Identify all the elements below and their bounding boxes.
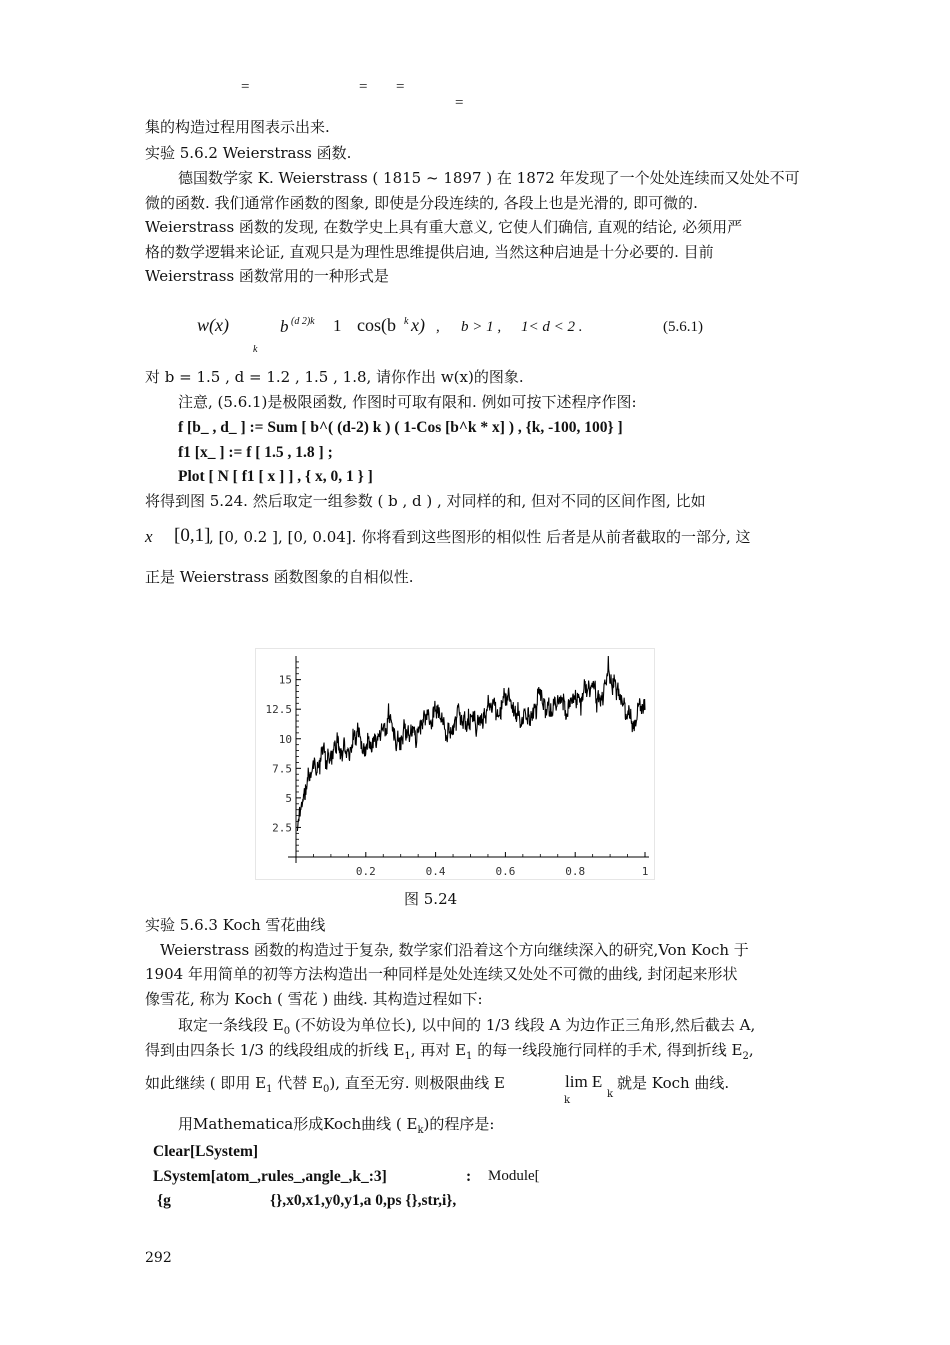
paragraph-line: 微的函数. 我们通常作函数的图象, 即使是分段连续的, 各段上也是光滑的, 即可微的. xyxy=(145,194,698,212)
formula-sum-index: k xyxy=(253,344,258,355)
y-tick-label: 5 xyxy=(285,791,292,805)
paragraph-line: 注意, (5.6.1)是极限函数, 作图时可取有限和. 例如可按下述程序作图: xyxy=(178,393,637,411)
x-tick-label: 0.6 xyxy=(495,865,516,878)
code-line: {},x0,x1,y0,y1,a 0,ps {},str,i}, xyxy=(270,1192,457,1209)
y-tick-label: 7.5 xyxy=(272,762,292,776)
x-tick-label: 0.8 xyxy=(565,865,586,878)
section-title-koch: 实验 5.6.3 Koch 雪花曲线 xyxy=(145,916,326,934)
code-line-module: Module[ xyxy=(488,1168,540,1184)
formula-condition-b: b > 1 , xyxy=(461,319,502,335)
formula-condition-d: 1< d < 2 . xyxy=(521,319,583,335)
paragraph-line: 将得到图 5.24. 然后取定一组参数 ( b , d ) , 对同样的和, 但对不同的区间作图, 比如 xyxy=(145,492,706,510)
paragraph-line: 1904 年用简单的初等方法构造出一种同样是处处连续又处处不可微的曲线, 封闭起来形状 xyxy=(145,965,738,983)
paragraph-line: 正是 Weierstrass 函数图象的自相似性. xyxy=(145,568,414,586)
x-tick-label: 0.2 xyxy=(355,865,376,878)
code-line: {g xyxy=(157,1192,171,1209)
code-line: LSystem[atom_,rules_,angle_,k_:3] xyxy=(153,1168,387,1185)
y-tick-label: 2.5 xyxy=(272,821,292,835)
paragraph-line: 就是 Koch 曲线. xyxy=(617,1074,730,1092)
paragraph-line: , [0, 0.2 ], [0, 0.04]. 你将看到这些图形的相似性 后者是从前者截取的一部分, 这 xyxy=(209,528,751,546)
paragraph-line: 德国数学家 K. Weierstrass ( 1815 ~ 1897 ) 在 1872 年发现了一个处处连续而又处处不可 xyxy=(178,169,800,187)
paragraph-line: 像雪花, 称为 Koch ( 雪花 ) 曲线. 其构造过程如下: xyxy=(145,990,483,1008)
paragraph-line: 格的数学逻辑来论证, 直观只是为理性思维提供启迪, 当然这种启迪是十分必要的. 目前 xyxy=(145,243,714,261)
interval-x: x xyxy=(145,527,153,546)
header-equals-3: = xyxy=(396,79,405,95)
figure-caption: 图 5.24 xyxy=(404,890,458,908)
limit-expression: lim E xyxy=(565,1072,603,1091)
formula-w: w(x) xyxy=(197,315,229,335)
formula-exponent: (d 2)k xyxy=(291,316,315,327)
formula-comma: , xyxy=(436,319,440,335)
paragraph-line: 得到由四条长 1/3 的线段组成的折线 $E_1$, 再对 $E_1$ 的每一线段施行同样的手术, 得到折线 $E_2$, xyxy=(145,1041,754,1062)
y-tick-label: 15 xyxy=(278,673,292,687)
paragraph-line: 对 b = 1.5 , d = 1.2 , 1.5 , 1.8, 请你作出 w(x)的图象. xyxy=(145,368,524,386)
code-line: f [b_ , d_ ] := Sum [ b^( (d-2) k ) ( 1-Cos [b^k * x] ) , {k, -100, 100} ] xyxy=(178,419,623,436)
formula-k-sup: k xyxy=(404,316,409,327)
limit-k: k xyxy=(564,1095,571,1106)
header-equals-1: = xyxy=(241,79,250,95)
x-tick-label: 1 xyxy=(641,865,649,878)
paragraph-line: 如此继续 ( 即用 $E_1$ 代替 $E_0$), 直至无穷. 则极限曲线 E xyxy=(145,1074,506,1095)
section-title-weierstrass: 实验 5.6.2 Weierstrass 函数. xyxy=(145,144,352,162)
paragraph-line: 取定一条线段 $E_0$ (不妨设为单位长), 以中间的 1/3 线段 A 为边作正三角形,然后截去 A, xyxy=(178,1016,756,1037)
code-line: f1 [x_ ] := f [ 1.5 , 1.8 ] ; xyxy=(178,444,333,461)
paragraph-line: Weierstrass 函数的构造过于复杂, 数学家们沿着这个方向继续深入的研究,Von Koch 于 xyxy=(160,941,749,959)
interval-main: [0,1] xyxy=(174,525,211,546)
text-line: 集的构造过程用图表示出来. xyxy=(145,118,330,136)
page-number: 292 xyxy=(145,1250,172,1266)
formula-number: (5.6.1) xyxy=(663,319,703,335)
y-tick-label: 12.5 xyxy=(265,703,292,717)
paragraph-line: Weierstrass 函数的发现, 在数学史上具有重大意义, 它使人们确信, 直观的结论, 必须用严 xyxy=(145,218,743,236)
formula-cos: cos(b xyxy=(357,315,396,335)
formula-one: 1 xyxy=(333,316,342,335)
y-tick-label: 10 xyxy=(278,732,292,746)
header-equals-4: = xyxy=(455,95,464,111)
code-line: Clear[LSystem] xyxy=(153,1143,259,1160)
x-tick-label: 0.4 xyxy=(425,865,446,878)
limit-sub-k: k xyxy=(607,1089,614,1100)
formula-b: b xyxy=(280,317,289,336)
formula-x: x) xyxy=(411,315,425,335)
code-line-colon: : xyxy=(466,1168,472,1185)
paragraph-line: Weierstrass 函数常用的一种形式是 xyxy=(145,267,389,285)
header-equals-2: = xyxy=(359,79,368,95)
code-line: Plot [ N [ f1 [ x ] ] , { x, 0, 1 } ] xyxy=(178,468,373,485)
paragraph-line: 用Mathematica形成Koch曲线 ( $E_k$)的程序是: xyxy=(178,1115,495,1136)
weierstrass-plot xyxy=(255,648,655,880)
